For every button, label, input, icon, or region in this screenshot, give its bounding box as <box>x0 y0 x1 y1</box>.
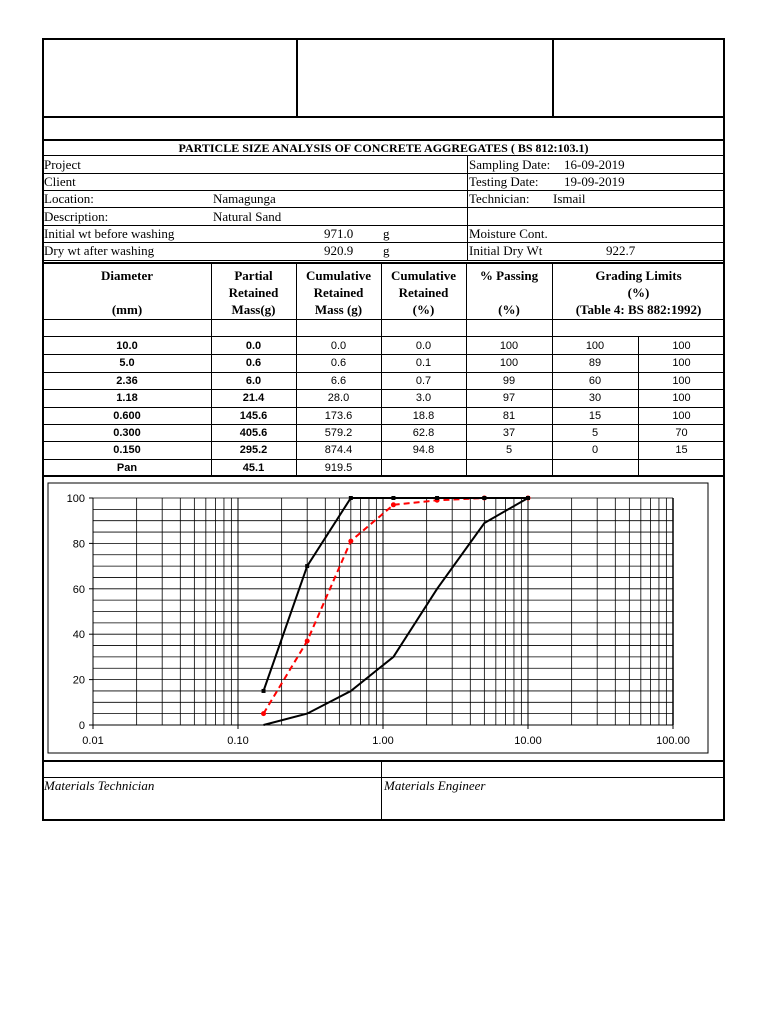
cell-cum-mass: 579.2 <box>324 427 353 439</box>
cell-dia: 0.600 <box>113 410 141 422</box>
cell-lower: 100 <box>585 340 605 352</box>
cell-upper: 15 <box>675 444 688 456</box>
cell-partial: 0.6 <box>245 357 262 369</box>
cell-passing: 5 <box>505 444 513 456</box>
header-partial-2: Retained <box>228 285 279 300</box>
series-point-upper-limit <box>435 496 439 500</box>
cell-upper: 70 <box>675 427 688 439</box>
cell-passing: 100 <box>499 357 519 369</box>
cell-cum-mass: 28.0 <box>327 392 350 404</box>
x-tick-label: 10.00 <box>514 735 542 747</box>
cell-dia: 1.18 <box>116 392 138 404</box>
location-label: Location: <box>44 191 94 206</box>
moisture-label: Moisture Cont. <box>469 226 548 241</box>
initial-wt-unit: g <box>383 226 390 241</box>
header-limits-2: (%) <box>627 285 650 300</box>
cell-cum-pct: 0.1 <box>415 357 432 369</box>
cell-cum-pct: 3.0 <box>415 392 432 404</box>
series-point-upper-limit <box>526 496 530 500</box>
x-tick-label: 100.00 <box>656 735 690 747</box>
description-label: Description: <box>44 209 109 224</box>
series-point-passing <box>348 539 353 544</box>
series-point-upper-limit <box>305 564 309 568</box>
header-diameter: Diameter <box>101 268 153 283</box>
x-tick-label: 0.10 <box>227 735 249 747</box>
series-point-passing <box>305 639 310 644</box>
cell-dia: 10.0 <box>116 340 138 352</box>
series-point-upper-limit <box>482 496 486 500</box>
cell-cum-mass: 6.6 <box>330 375 347 387</box>
series-point-passing <box>261 711 266 716</box>
cell-partial: 45.1 <box>242 462 265 474</box>
cell-partial: 405.6 <box>239 427 268 439</box>
header-cum-pct-2: Retained <box>398 285 449 300</box>
header-cum-mass-3: Mass (g) <box>314 302 363 317</box>
header-limits-1: Grading Limits <box>595 268 682 283</box>
footer-divider <box>381 761 382 821</box>
header-cum-pct-1: Cumulative <box>391 268 456 283</box>
series-line-passing <box>264 498 529 714</box>
cell-upper: 100 <box>672 375 691 387</box>
cell-partial: 21.4 <box>242 392 265 404</box>
cell-upper: 100 <box>672 357 691 369</box>
cell-partial: 145.6 <box>239 410 268 422</box>
cell-lower: 30 <box>588 392 602 404</box>
dry-wt-value: 920.9 <box>324 243 354 258</box>
series-line-upper-limit <box>264 498 529 691</box>
technician-value: Ismail <box>553 191 586 206</box>
header-partial-3: Mass(g) <box>231 302 276 317</box>
location-value: Namagunga <box>213 191 276 206</box>
cell-lower: 5 <box>591 427 599 439</box>
cell-cum-pct: 94.8 <box>412 444 435 456</box>
series-point-upper-limit <box>262 689 266 693</box>
cell-cum-mass: 173.6 <box>324 410 353 422</box>
cell-lower: 89 <box>588 357 602 369</box>
y-tick-label: 100 <box>66 493 85 505</box>
cell-cum-pct: 18.8 <box>412 410 435 422</box>
x-tick-label: 1.00 <box>372 735 394 747</box>
cell-passing: 81 <box>502 410 516 422</box>
testing-date-value: 19-09-2019 <box>564 174 625 189</box>
cell-cum-pct: 0.0 <box>415 340 432 352</box>
chart-border <box>48 483 708 753</box>
dry-wt-label: Dry wt after washing <box>44 243 155 258</box>
sampling-date-label: Sampling Date: <box>469 157 551 172</box>
header-limits-3: (Table 4: BS 882:1992) <box>575 302 702 317</box>
series-point-upper-limit <box>349 496 353 500</box>
header-partial-1: Partial <box>234 268 273 283</box>
header-cum-mass-2: Retained <box>313 285 364 300</box>
cell-cum-mass: 919.5 <box>324 462 353 474</box>
cell-partial: 0.0 <box>245 340 262 352</box>
materials-engineer-label: Materials Engineer <box>384 778 486 793</box>
cell-partial: 295.2 <box>239 444 268 456</box>
cell-cum-pct: 0.7 <box>415 375 432 387</box>
header-passing-1: % Passing <box>479 268 539 283</box>
cell-dia: 5.0 <box>119 357 135 369</box>
cell-dia: 2.36 <box>116 375 138 387</box>
cell-dia: 0.150 <box>113 444 141 456</box>
x-tick-label: 0.01 <box>82 735 104 747</box>
cell-lower: 60 <box>588 375 602 387</box>
description-value: Natural Sand <box>213 209 282 224</box>
cell-cum-mass: 874.4 <box>324 444 353 456</box>
footer-top-rule <box>42 760 725 762</box>
cell-cum-pct: 62.8 <box>412 427 435 439</box>
dry-wt-unit: g <box>383 243 390 258</box>
project-label: Project <box>44 157 81 172</box>
cell-passing: 37 <box>502 427 516 439</box>
materials-technician-label: Materials Technician <box>44 778 155 793</box>
initial-dry-label: Initial Dry Wt <box>469 243 543 258</box>
cell-cum-mass: 0.6 <box>330 357 347 369</box>
cell-upper: 100 <box>672 392 691 404</box>
y-tick-label: 40 <box>72 629 85 642</box>
initial-wt-label: Initial wt before washing <box>44 226 175 241</box>
header-cum-pct-3: (%) <box>412 302 435 317</box>
y-tick-label: 80 <box>72 538 85 551</box>
cell-partial: 6.0 <box>245 375 262 387</box>
header-passing-2: (%) <box>498 302 520 317</box>
cell-passing: 97 <box>502 392 516 404</box>
testing-date-label: Testing Date: <box>469 174 539 189</box>
cell-cum-mass: 0.0 <box>330 340 347 352</box>
initial-dry-value: 922.7 <box>606 243 636 258</box>
sampling-date-value: 16-09-2019 <box>564 157 625 172</box>
cell-upper: 100 <box>672 340 691 352</box>
cell-passing: 99 <box>502 375 516 387</box>
y-tick-label: 0 <box>78 720 85 732</box>
y-tick-label: 20 <box>72 674 85 687</box>
series-point-upper-limit <box>391 496 395 500</box>
technician-label: Technician: <box>469 191 530 206</box>
cell-lower: 0 <box>591 444 599 456</box>
cell-upper: 100 <box>672 410 691 422</box>
report-title: PARTICLE SIZE ANALYSIS OF CONCRETE AGGREGATES ( BS 812:103.1) <box>178 141 589 155</box>
cell-lower: 15 <box>588 410 602 422</box>
initial-wt-value: 971.0 <box>324 226 354 241</box>
cell-dia: Pan <box>116 462 138 474</box>
client-label: Client <box>44 174 76 189</box>
cell-passing: 100 <box>499 340 519 352</box>
header-cum-mass-1: Cumulative <box>306 268 371 283</box>
y-tick-label: 60 <box>72 583 85 596</box>
header-diameter-unit: (mm) <box>111 302 143 317</box>
series-point-passing <box>391 502 396 507</box>
cell-dia: 0.300 <box>113 427 141 439</box>
